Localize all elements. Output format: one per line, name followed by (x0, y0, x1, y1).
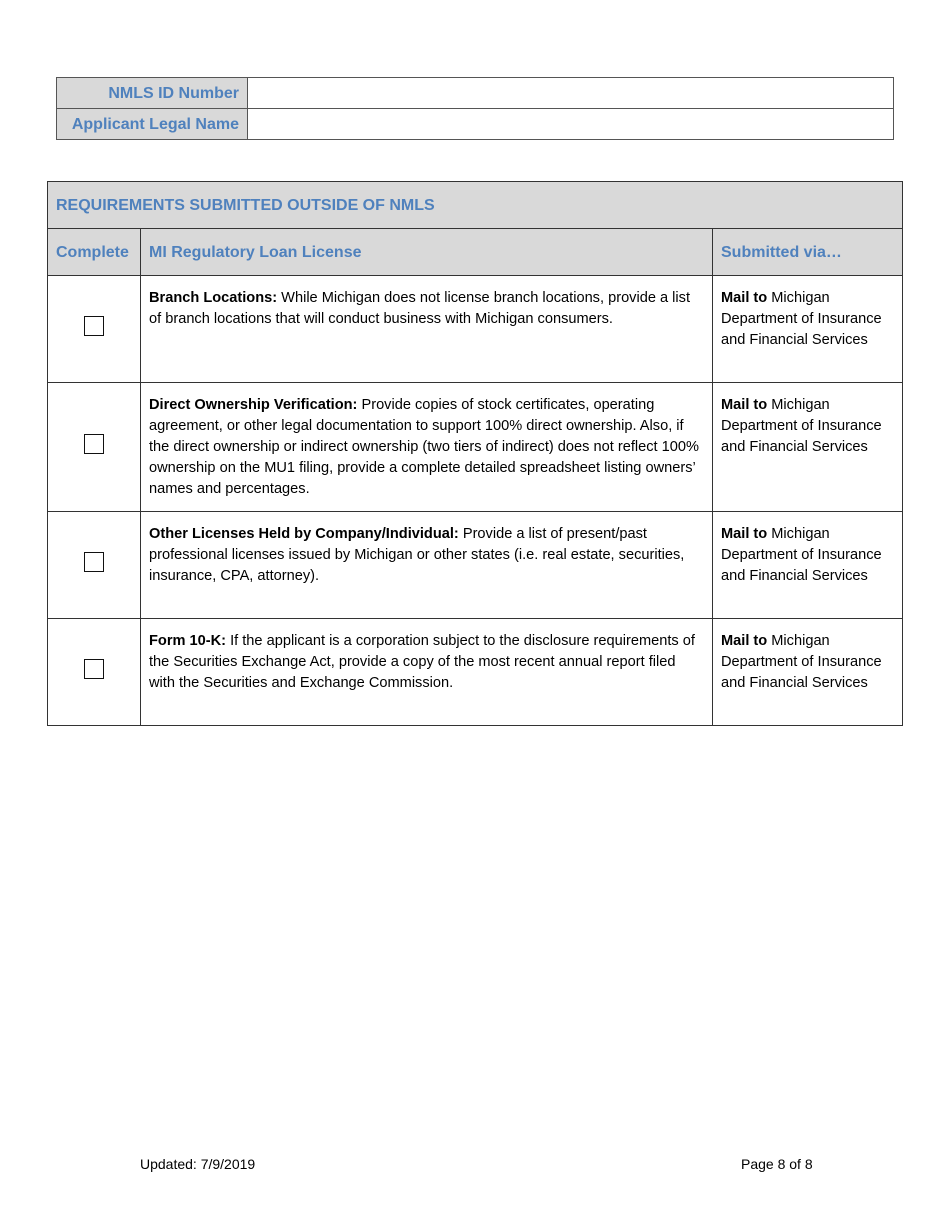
requirement-text: While Michigan does not license branch locations, provide a list of branch locations that will conduct business with Michigan consumers. (149, 290, 691, 327)
nmls-id-label: NMLS ID Number (57, 78, 248, 109)
via-text: Michigan Department of Insurance and Financial Services (721, 397, 882, 455)
header-submitted-via: Submitted via… (713, 229, 903, 276)
header-license: MI Regulatory Loan License (141, 229, 713, 276)
complete-checkbox[interactable] (84, 316, 104, 336)
requirement-label: Direct Ownership Verification: (149, 397, 358, 413)
submitted-via (713, 619, 903, 726)
submitted-via (713, 276, 903, 383)
requirement-description (141, 512, 713, 619)
requirement-description (141, 619, 713, 726)
requirement-description (141, 383, 713, 512)
requirement-text: If the applicant is a corporation subject to the disclosure requirements of the Securities Exchange Act, provide a copy of the most recent annual report filed with the Securities and Exchange Commission. (149, 633, 695, 691)
requirement-label: Branch Locations: (149, 290, 278, 306)
legal-name-field[interactable] (248, 109, 894, 140)
table-row (48, 276, 903, 383)
complete-checkbox[interactable] (84, 434, 104, 454)
via-bold: Mail to (721, 290, 768, 306)
via-text: Michigan Department of Insurance and Financial Services (721, 290, 882, 348)
nmls-id-field[interactable] (248, 78, 894, 109)
header-complete: Complete (48, 229, 141, 276)
legal-name-label: Applicant Legal Name (57, 109, 248, 140)
complete-checkbox[interactable] (84, 659, 104, 679)
via-text: Michigan Department of Insurance and Financial Services (721, 526, 882, 584)
requirement-description (141, 276, 713, 383)
requirements-table (47, 181, 903, 726)
via-bold: Mail to (721, 633, 768, 649)
via-bold: Mail to (721, 397, 768, 413)
requirement-text: Provide copies of stock certificates, operating agreement, or other legal documentation to support 100% direct ownership. Also, if the direct ownership or indirect ownership (two tiers of indirect) does not reflect 100% ownership on the MU1 filing, provide a complete detailed spreadsheet listing owners’ names and percentages. (149, 397, 699, 497)
applicant-info-table (56, 77, 894, 140)
table-row (48, 383, 903, 512)
table-row (48, 512, 903, 619)
nmls-id-row (57, 78, 894, 109)
requirement-text: Provide a list of present/past professional licenses issued by Michigan or other states (i.e. real estate, securities, insurance, CPA, attorney). (149, 526, 685, 584)
footer-updated: Updated: 7/9/2019 (140, 1156, 256, 1172)
complete-checkbox[interactable] (84, 552, 104, 572)
footer-page-number: Page 8 of 8 (741, 1156, 813, 1172)
via-bold: Mail to (721, 526, 768, 542)
submitted-via (713, 512, 903, 619)
via-text: Michigan Department of Insurance and Financial Services (721, 633, 882, 691)
requirement-label: Form 10-K: (149, 633, 227, 649)
requirements-title: REQUIREMENTS SUBMITTED OUTSIDE OF NMLS (48, 182, 903, 229)
table-row (48, 619, 903, 726)
legal-name-row (57, 109, 894, 140)
requirement-label: Other Licenses Held by Company/Individual: (149, 526, 459, 542)
submitted-via (713, 383, 903, 512)
